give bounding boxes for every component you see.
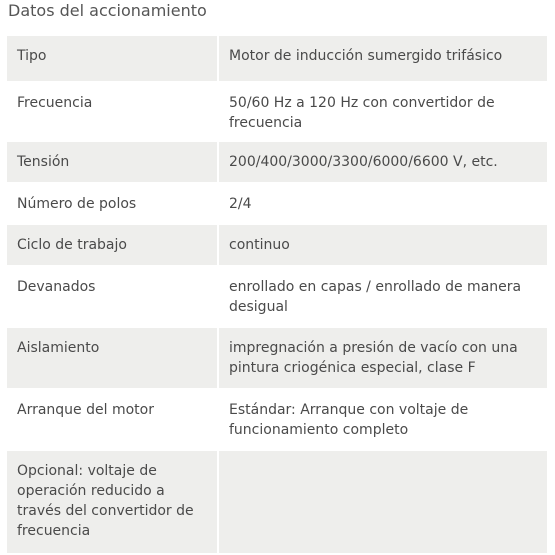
row-value: continuo xyxy=(219,225,547,265)
table-row xyxy=(7,142,547,182)
row-value: enrollado en capas / enrollado de manera desigual xyxy=(219,267,547,326)
table-row xyxy=(7,267,547,326)
table-row xyxy=(7,390,547,449)
row-value: 200/400/3000/3300/6000/6600 V, etc. xyxy=(219,142,547,182)
row-value: 50/60 Hz a 120 Hz con convertidor de frecuencia xyxy=(219,83,547,140)
table-row xyxy=(7,184,547,223)
table-row xyxy=(7,451,547,553)
specs-table xyxy=(7,36,547,555)
row-label: Tensión xyxy=(7,142,217,182)
table-row xyxy=(7,36,547,81)
table-row xyxy=(7,225,547,265)
row-label: Ciclo de trabajo xyxy=(7,225,217,265)
section-title: Datos del accionamiento xyxy=(8,1,207,20)
row-value xyxy=(219,451,547,553)
row-value: 2/4 xyxy=(219,184,547,223)
row-label: Tipo xyxy=(7,36,217,81)
row-label: Devanados xyxy=(7,267,217,326)
row-label: Aislamiento xyxy=(7,328,217,388)
table-row xyxy=(7,328,547,388)
row-label: Frecuencia xyxy=(7,83,217,140)
row-label: Arranque del motor xyxy=(7,390,217,449)
row-label: Opcional: voltaje de operación reducido a través del convertidor de frecuencia xyxy=(7,451,217,553)
row-label: Número de polos xyxy=(7,184,217,223)
row-value: impregnación a presión de vacío con una pintura criogénica especial, clase F xyxy=(219,328,547,388)
row-value: Estándar: Arranque con voltaje de funcionamiento completo xyxy=(219,390,547,449)
table-row xyxy=(7,83,547,140)
row-value: Motor de inducción sumergido trifásico xyxy=(219,36,547,81)
